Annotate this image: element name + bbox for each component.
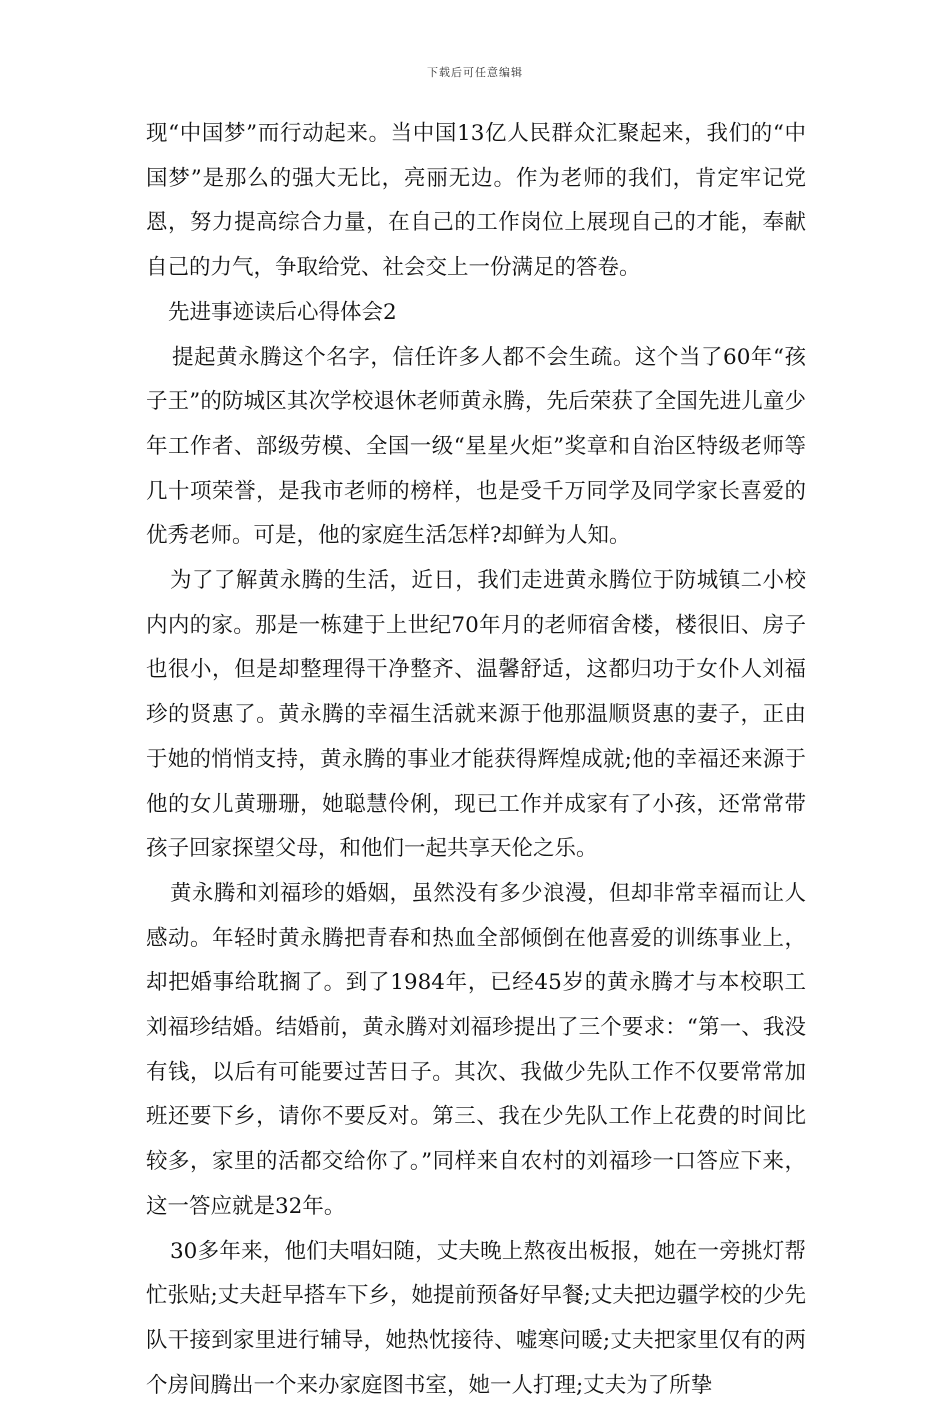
section-heading: 先进事迹读后心得体会2 xyxy=(168,299,397,325)
paragraph-5: 30多年来，他们夫唱妇随，丈夫晚上熬夜出板报，她在一旁挑灯帮忙张贴;丈夫赶早搭车下乡，她提前预备好早餐;丈夫把边疆学校的少先队干接到家里进行辅导，她热忱接待、嘘寒问暖;丈夫把家里仅有的两个房间腾出一个来办家庭图书室，她一人打理;丈夫为了所挚 xyxy=(146,1238,806,1398)
paragraph-4: 黄永腾和刘福珍的婚姻，虽然没有多少浪漫，但却非常幸福而让人感动。年轻时黄永腾把青春和热血全部倾倒在他喜爱的训练事业上，却把婚事给耽搁了。到了1984年，已经45岁的黄永腾才与本校职工刘福珍结婚。结婚前，黄永腾对刘福珍提出了三个要求：“第一、我没有钱，以后有可能要过苦日子。其次、我做少先队工作不仅要常常加班还要下乡，请你不要反对。第三、我在少先队工作上花费的时间比较多，家里的活都交给你了。”同样来自农村的刘福珍一口答应下来，这一答应就是32年。 xyxy=(146,880,806,1219)
page-header: 下载后可任意编辑 xyxy=(427,66,523,79)
document-body xyxy=(146,112,806,1408)
paragraph-3: 为了了解黄永腾的生活，近日，我们走进黄永腾位于防城镇二小校内内的家。那是一栋建于上世纪70年月的老师宿舍楼，楼很旧、房子也很小，但是却整理得干净整齐、温馨舒适，这都归功于女仆人刘福珍的贤惠了。黄永腾的幸福生活就来源于他那温顺贤惠的妻子，正由于她的悄悄支持，黄永腾的事业才能获得辉煌成就;他的幸福还来源于他的女儿黄珊珊，她聪慧伶俐，现已工作并成家有了小孩，还常常带孩子回家探望父母，和他们一起共享天伦之乐。 xyxy=(146,568,806,862)
paragraph-1: 现“中国梦”而行动起来。当中国13亿人民群众汇聚起来，我们的“中国梦”是那么的强大无比，亮丽无边。作为老师的我们，肯定牢记党恩，努力提高综合力量，在自己的工作岗位上展现自己的才能，奉献自己的力气，争取给党、社会交上一份满足的答卷。 xyxy=(146,121,806,281)
paragraph-2: 提起黄永腾这个名字，信任许多人都不会生疏。这个当了60年“孩子王”的防城区其次学校退休老师黄永腾，先后荣获了全国先进儿童少年工作者、部级劳模、全国一级“星星火炬”奖章和自治区特级老师等几十项荣誉，是我市老师的榜样，也是受千万同学及同学家长喜爱的优秀老师。可是，他的家庭生活怎样?却鲜为人知。 xyxy=(146,344,806,549)
